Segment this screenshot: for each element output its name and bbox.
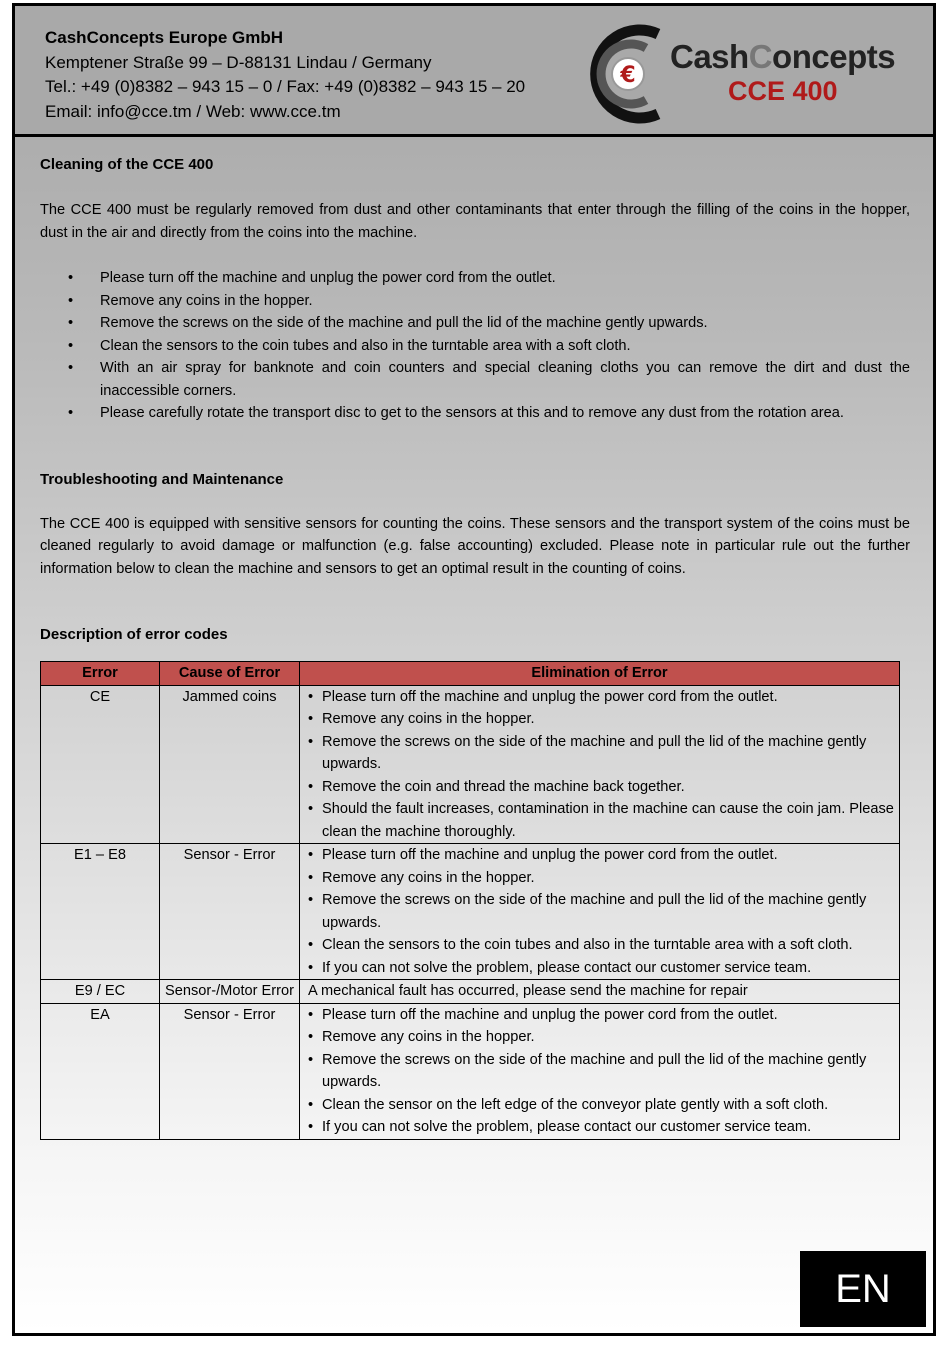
error-cause: Sensor - Error: [160, 1003, 300, 1139]
troubleshooting-text: The CCE 400 is equipped with sensitive sensors for counting the coins. These sensors and the transport system of the coins must be cleaned regularly to avoid damage or malfunction (e.g. false accounting) excluded. Please note in particular rule out the further information below to clean the machine and sensors to get an optimal result in the counting of coins.: [40, 515, 910, 577]
cleaning-step: • Please carefully rotate the transport disc to get to the sensors at this and to remove any dust from the rotation area.: [40, 402, 910, 425]
error-elimination: A mechanical fault has occurred, please send the machine for repair: [300, 980, 900, 1004]
column-header-cause: Cause of Error: [160, 662, 300, 686]
company-email-web: Email: info@cce.tm / Web: www.cce.tm: [45, 101, 341, 121]
error-elimination: [300, 844, 900, 980]
elimination-step: • Clean the sensor on the left edge of the conveyor plate gently with a soft cloth.: [308, 1094, 895, 1117]
cleaning-step: • Remove the screws on the side of the machine and pull the lid of the machine gently upwards.: [40, 312, 910, 335]
cleaning-steps: [40, 267, 910, 425]
cleaning-step: • Remove any coins in the hopper.: [40, 290, 910, 313]
language-badge: EN: [800, 1251, 926, 1327]
logo-model: CCE 400: [728, 76, 838, 106]
logo-wordmark: [670, 38, 895, 76]
euro-symbol: €: [620, 63, 636, 88]
elimination-step: • Remove the screws on the side of the machine and pull the lid of the machine gently upwards.: [308, 889, 895, 934]
column-header-elimination: Elimination of Error: [300, 662, 900, 686]
cleaning-step: • Clean the sensors to the coin tubes and also in the turntable area with a soft cloth.: [40, 335, 910, 358]
elimination-step: • Clean the sensors to the coin tubes and also in the turntable area with a soft cloth.: [308, 934, 895, 957]
cashconcepts-logo: [580, 24, 920, 124]
logo-word-cash: Cash: [670, 38, 749, 75]
logo-mark-icon: [580, 24, 664, 124]
company-phone-fax: Tel.: +49 (0)8382 – 943 15 – 0 / Fax: +49 (0)8382 – 943 15 – 20: [45, 77, 526, 96]
page-header: [15, 6, 933, 137]
elimination-step: • If you can not solve the problem, please contact our customer service team.: [308, 1116, 895, 1139]
cleaning-title: Cleaning of the CCE 400: [40, 156, 214, 173]
error-cause: Sensor - Error: [160, 844, 300, 980]
error-code: CE: [41, 685, 160, 844]
elimination-step: • Remove any coins in the hopper.: [308, 867, 895, 890]
logo-word-oncepts: oncepts: [772, 38, 896, 75]
company-address: Kemptener Straße 99 – D-88131 Lindau / Germany: [45, 52, 432, 72]
error-code: E1 – E8: [41, 844, 160, 980]
cleaning-step: • With an air spray for banknote and coin counters and special cleaning cloths you can remove the dirt and dust the inaccessible corners.: [40, 357, 910, 402]
error-code: EA: [41, 1003, 160, 1139]
column-header-error: Error: [41, 662, 160, 686]
table-row: [41, 980, 900, 1004]
elimination-step: • Please turn off the machine and unplug the power cord from the outlet.: [308, 844, 895, 867]
table-header-row: [41, 662, 900, 686]
error-elimination: [300, 685, 900, 844]
company-info: [45, 26, 525, 124]
error-cause: Sensor-/Motor Error: [160, 980, 300, 1004]
table-row: [41, 1003, 900, 1139]
error-codes-table: [40, 661, 900, 1140]
elimination-step: • Please turn off the machine and unplug the power cord from the outlet.: [308, 1004, 895, 1027]
table-row: [41, 844, 900, 980]
elimination-step: • Remove the screws on the side of the machine and pull the lid of the machine gently upwards.: [308, 1049, 895, 1094]
elimination-step: • Remove any coins in the hopper.: [308, 708, 895, 731]
error-elimination: [300, 1003, 900, 1139]
elimination-step: • Remove any coins in the hopper.: [308, 1026, 895, 1049]
cleaning-intro: The CCE 400 must be regularly removed from dust and other contaminants that enter through the filling of the coins in the hopper, dust in the air and directly from the coins into the machine.: [40, 202, 910, 241]
elimination-step: • Please turn off the machine and unplug the power cord from the outlet.: [308, 686, 895, 709]
company-name: CashConcepts Europe GmbH: [45, 28, 284, 47]
error-code: E9 / EC: [41, 980, 160, 1004]
troubleshooting-title: Troubleshooting and Maintenance: [40, 470, 284, 488]
elimination-step: • If you can not solve the problem, please contact our customer service team.: [308, 957, 895, 980]
elimination-step: • Remove the coin and thread the machine back together.: [308, 776, 895, 799]
main-content: [40, 154, 910, 1140]
elimination-step: • Should the fault increases, contamination in the machine can cause the coin jam. Please clean the machine thoroughly.: [308, 798, 895, 843]
logo-word-c: C: [748, 38, 773, 75]
page-frame: [12, 3, 936, 1336]
error-codes-title: Description of error codes: [40, 626, 228, 643]
cleaning-step: • Please turn off the machine and unplug the power cord from the outlet.: [40, 267, 910, 290]
table-row: [41, 685, 900, 844]
elimination-step: • Remove the screws on the side of the machine and pull the lid of the machine gently upwards.: [308, 731, 895, 776]
error-cause: Jammed coins: [160, 685, 300, 844]
